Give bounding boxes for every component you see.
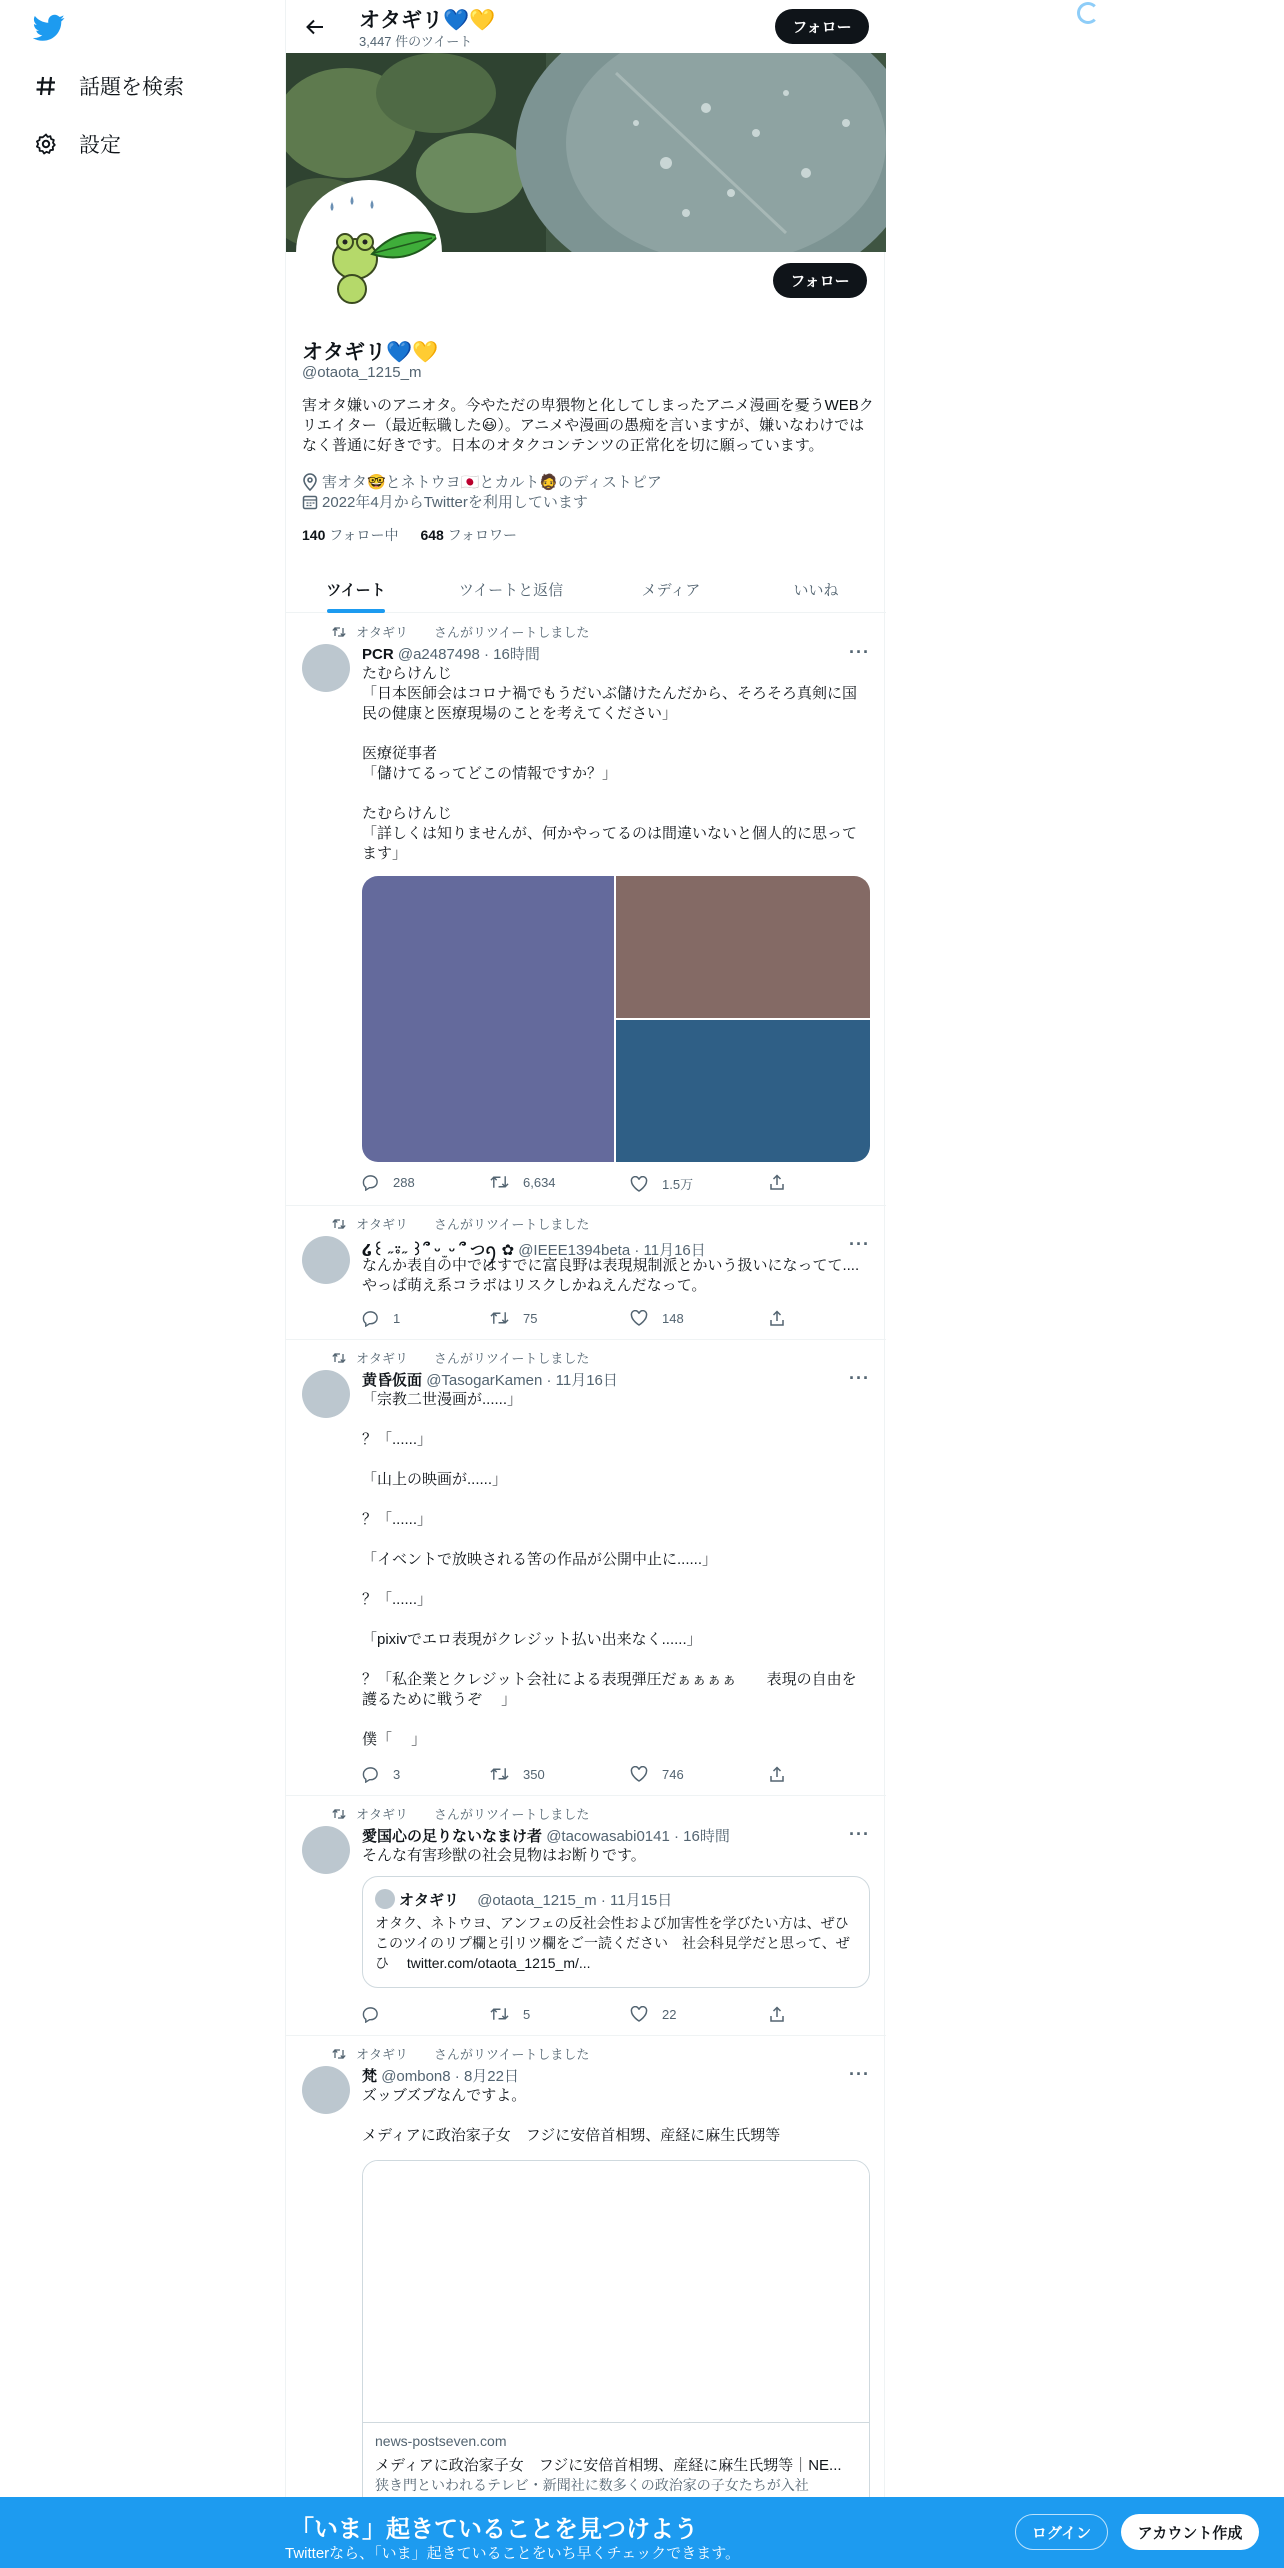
tweet-actions bbox=[362, 1310, 792, 1330]
reply-button[interactable]: 1 bbox=[362, 1310, 400, 1327]
tab-tweets-and-replies[interactable]: ツイートと返信 bbox=[458, 581, 564, 599]
header-tweet-count: 3,447 件のツイート bbox=[359, 34, 473, 49]
retweet-indicator: オタギリ さんがリツイートしました bbox=[332, 2044, 589, 2063]
link-card-domain: news-postseven.com bbox=[375, 2433, 507, 2449]
tweet-header bbox=[362, 2065, 519, 2086]
gear-icon bbox=[33, 131, 59, 157]
heart-icon bbox=[630, 1310, 648, 1326]
media-image-3[interactable] bbox=[616, 1020, 870, 1162]
tweet-actions bbox=[362, 1174, 792, 1194]
share-button[interactable] bbox=[769, 1174, 799, 1191]
author-name[interactable]: PCR bbox=[362, 646, 394, 663]
retweet-indicator: オタギリ さんがリツイートしました bbox=[332, 1804, 589, 1823]
share-button[interactable] bbox=[769, 2006, 799, 2023]
retweet-icon bbox=[490, 1174, 509, 1190]
back-arrow-icon[interactable] bbox=[298, 10, 332, 44]
reply-icon bbox=[362, 2006, 379, 2023]
more-options-icon[interactable]: ··· bbox=[849, 1368, 870, 1388]
more-options-icon[interactable]: ··· bbox=[849, 1824, 870, 1844]
nav-explore[interactable] bbox=[33, 66, 184, 106]
calendar-icon bbox=[302, 494, 318, 510]
login-button[interactable]: ログイン bbox=[1015, 2514, 1108, 2550]
header-title: オタギリ💙💛 bbox=[359, 9, 496, 32]
heart-icon bbox=[630, 1766, 648, 1782]
author-meta: @a2487498 · 16時間 bbox=[397, 646, 540, 663]
retweet-small-icon bbox=[332, 1218, 346, 1230]
tweet-text: ズッブズブなんですよ。 メディアに政治家子女 フジに安倍首相甥、産経に麻生氏甥等 bbox=[362, 2087, 781, 2144]
quote-header bbox=[399, 1889, 672, 1910]
tweet[interactable] bbox=[286, 1796, 886, 2036]
author-meta: @ombon8 · 8月22日 bbox=[381, 2068, 519, 2085]
tweet-media-grid[interactable] bbox=[362, 876, 870, 1162]
nav-explore-label: 話題を検索 bbox=[79, 76, 184, 99]
share-icon bbox=[769, 1174, 785, 1191]
like-button[interactable]: 148 bbox=[630, 1310, 684, 1326]
tweet-text: 「宗教二世漫画が......」 ？「......」 「山上の映画が......」 ？「......」 「イベントで放映される筈の作品が公開中止に......」 ？「......」 「pixivでエロ表現がクレジット払い出来なく......」 ？「私企業とクレジット会社による表現弾圧だぁぁぁぁ 表現の自由を護るために戦うぞ 」 僕「 」 bbox=[362, 1391, 857, 1748]
profile-joined-text: 2022年4月からTwitterを利用しています bbox=[322, 494, 588, 511]
more-options-icon[interactable]: ··· bbox=[849, 2064, 870, 2084]
author-name[interactable]: 黄昏仮面 bbox=[362, 1372, 423, 1389]
reply-button[interactable] bbox=[362, 2006, 393, 2023]
share-icon bbox=[769, 1310, 785, 1327]
retweet-icon bbox=[490, 2006, 509, 2022]
tweet[interactable] bbox=[286, 614, 886, 1206]
tab-tweets[interactable]: ツイート bbox=[326, 581, 386, 599]
active-tab-indicator bbox=[327, 609, 385, 613]
author-name[interactable]: 愛国心の足りないなまけ者 bbox=[362, 1828, 543, 1845]
retweet-small-icon bbox=[332, 626, 346, 638]
profile-name: オタギリ💙💛 bbox=[302, 341, 439, 364]
tweet-text: たむらけんじ 「日本医師会はコロナ禍でもうだいぶ儲けたんだから、そろそろ真剣に国民の健康と医療現場のことを考えてください」 医療従事者 「儲けてるってどこの情報ですか？」 たむらけんじ 「詳しくは知りませんが、何かやってるのは間違いないと個人的に思ってます」 bbox=[362, 665, 858, 862]
profile-location bbox=[302, 471, 662, 492]
retweet-indicator: オタギリ さんがリツイートしました bbox=[332, 622, 589, 641]
create-account-button[interactable]: アカウント作成 bbox=[1121, 2514, 1259, 2550]
share-icon bbox=[769, 1766, 785, 1783]
link-card[interactable] bbox=[362, 2160, 870, 2520]
retweet-icon bbox=[490, 1766, 509, 1782]
avatar[interactable] bbox=[302, 1826, 350, 1874]
location-pin-icon bbox=[302, 473, 318, 491]
retweet-small-icon bbox=[332, 2048, 346, 2060]
author-meta: @TasogarKamen · 11月16日 bbox=[426, 1372, 618, 1389]
nav-settings-label: 設定 bbox=[79, 134, 121, 157]
quote-author-name: オタギリ bbox=[399, 1892, 460, 1909]
media-image-1[interactable] bbox=[362, 876, 614, 1162]
reply-button[interactable]: 3 bbox=[362, 1766, 400, 1783]
left-nav bbox=[0, 0, 285, 2568]
quote-avatar bbox=[375, 1889, 395, 1909]
like-button[interactable]: 22 bbox=[630, 2006, 676, 2022]
heart-icon bbox=[630, 1176, 648, 1192]
link-card-image bbox=[363, 2161, 870, 2423]
tweet-actions bbox=[362, 2006, 792, 2026]
retweet-indicator: オタギリ さんがリツイートしました bbox=[332, 1348, 589, 1367]
retweet-icon bbox=[490, 1310, 509, 1326]
share-button[interactable] bbox=[769, 1310, 799, 1327]
retweet-button[interactable]: 350 bbox=[490, 1766, 545, 1782]
profile-location-text: 害オタ🤓とネトウヨ🇯🇵とカルト🧔のディストピア bbox=[322, 474, 662, 491]
loading-spinner-icon bbox=[1077, 2, 1099, 24]
retweet-small-icon bbox=[332, 1808, 346, 1820]
tweet[interactable] bbox=[286, 2036, 886, 2497]
main-column bbox=[285, 0, 885, 2568]
author-meta: @tacowasabi0141 · 16時間 bbox=[546, 1828, 730, 1845]
author-name[interactable]: 梵 bbox=[362, 2068, 378, 2085]
followers-link[interactable]: 648 フォロワー bbox=[420, 527, 518, 543]
retweet-button[interactable]: 75 bbox=[490, 1310, 537, 1326]
nav-settings[interactable] bbox=[33, 124, 121, 164]
tweet-actions bbox=[362, 1766, 792, 1786]
tweet[interactable] bbox=[286, 1206, 886, 1340]
following-link[interactable]: 140 フォロー中 bbox=[302, 527, 399, 543]
link-card-description: 狭き門といわれるテレビ・新聞社に数多くの政治家の子女たちが入社 bbox=[375, 2477, 809, 2493]
profile-avatar[interactable] bbox=[296, 180, 442, 326]
link-card-title: メディアに政治家子女 フジに安倍首相甥、産経に麻生氏甥等｜NE... bbox=[375, 2457, 842, 2474]
quote-text: オタク、ネトウヨ、アンフェの反社会性および加害性を学びたい方は、ぜひこのツイのリプ欄と引リツ欄をご一読ください 社会科見学だと思って、ぜひ twitter.com/otaota_1215_m/... bbox=[375, 1915, 850, 1971]
like-button[interactable]: 746 bbox=[630, 1766, 684, 1782]
profile-tabs bbox=[286, 565, 886, 613]
twitter-logo-icon[interactable] bbox=[33, 14, 65, 42]
tweet-text: なんか表自の中ではすでに富良野は表現規制派とかいう扱いになってて.... やっぱ萌え系コラボはリスクしかねえんだなって。 bbox=[362, 1257, 860, 1294]
profile-follow-counts bbox=[302, 525, 517, 545]
header-follow-button[interactable]: フォロー bbox=[775, 9, 869, 44]
retweet-button[interactable]: 5 bbox=[490, 2006, 530, 2022]
reply-icon bbox=[362, 1766, 379, 1783]
reply-icon bbox=[362, 1174, 379, 1191]
avatar[interactable] bbox=[302, 1236, 350, 1284]
profile-header-bar bbox=[286, 0, 886, 53]
signup-banner-title: 「いま」起きていることを見つけよう bbox=[290, 2516, 698, 2543]
quoted-tweet[interactable] bbox=[362, 1876, 870, 1988]
retweet-indicator: オタギリ さんがリツイートしました bbox=[332, 1214, 589, 1233]
tab-media[interactable]: メディア bbox=[641, 581, 701, 599]
reply-icon bbox=[362, 1310, 379, 1327]
author-meta: @IEEE1394beta · 11月16日 bbox=[518, 1242, 706, 1259]
profile-joined bbox=[302, 491, 588, 512]
reply-button[interactable]: 288 bbox=[362, 1174, 415, 1191]
avatar[interactable] bbox=[302, 1370, 350, 1418]
share-button[interactable] bbox=[769, 1766, 799, 1783]
retweet-small-icon bbox=[332, 1352, 346, 1364]
heart-icon bbox=[630, 2006, 648, 2022]
more-options-icon[interactable]: ··· bbox=[849, 1234, 870, 1254]
tab-likes[interactable]: いいね bbox=[793, 581, 839, 599]
share-icon bbox=[769, 2006, 785, 2023]
avatar[interactable] bbox=[302, 2066, 350, 2114]
tweet-header bbox=[362, 1825, 730, 1846]
profile-handle: @otaota_1215_m bbox=[302, 364, 422, 381]
hashtag-icon bbox=[33, 73, 59, 99]
profile-bio: 害オタ嫌いのアニオタ。今やただの卑猥物と化してしまったアニメ漫画を憂うWEBクリエイター（最近転職した😃）。アニメや漫画の愚痴を言いますが、嫌いなわけではなく普通に好きです。日本のオタクコンテンツの正常化を切に願っています。 bbox=[302, 397, 874, 454]
more-options-icon[interactable]: ··· bbox=[849, 642, 870, 662]
media-image-2[interactable] bbox=[616, 876, 870, 1018]
author-name[interactable]: ໒꒰ ˶⍤˶ ꒱՞ ᵕ ̫ ᵕ ՞ つꪆ ✿ bbox=[362, 1242, 515, 1259]
signup-banner-subtitle: Twitterなら、「いま」起きていることをいち早くチェックできます。 bbox=[285, 2545, 741, 2562]
like-button[interactable]: 1.5万 bbox=[630, 1174, 693, 1193]
avatar[interactable] bbox=[302, 644, 350, 692]
quote-author-meta: @otaota_1215_m · 11月15日 bbox=[477, 1892, 673, 1909]
tweet-header bbox=[362, 1369, 618, 1390]
tweet[interactable] bbox=[286, 1340, 886, 1796]
tweet-header bbox=[362, 643, 540, 664]
tweet-text: そんな有害珍獣の社会見物はお断りです。 bbox=[362, 1847, 646, 1864]
profile-follow-button[interactable]: フォロー bbox=[773, 263, 867, 298]
retweet-button[interactable]: 6,634 bbox=[490, 1174, 556, 1190]
signup-banner bbox=[0, 2497, 1284, 2568]
